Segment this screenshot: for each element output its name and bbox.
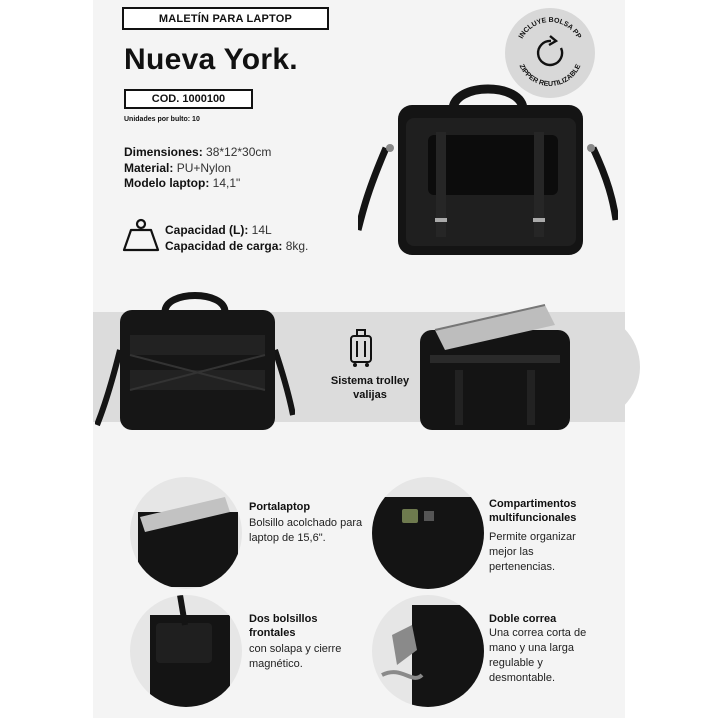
laptop-pocket-image xyxy=(130,477,242,589)
bag-open-image xyxy=(415,300,575,435)
feature-text-strap: Una correa corta de mano y una larga regulable y desmontable. xyxy=(489,627,587,684)
trolley-label: Sistema trolley valijas xyxy=(330,375,410,401)
capacity-value: 14L xyxy=(248,223,272,237)
feature-title-compartments: Compartimentos multifuncionales xyxy=(489,498,577,524)
dimensions-value: 38*12*30cm xyxy=(202,145,272,159)
load-label: Capacidad de carga: xyxy=(165,239,283,253)
load-value: 8kg. xyxy=(282,239,309,253)
front-pockets-image xyxy=(130,595,242,707)
laptop-label: Modelo laptop: xyxy=(124,176,210,190)
laptop-value: 14,1" xyxy=(209,176,241,190)
feature-title-pockets: Dos bolsillos frontales xyxy=(249,613,318,639)
recycle-arrow-icon xyxy=(538,36,562,65)
dimensions-label: Dimensiones: xyxy=(124,145,203,159)
feature-text-pockets: con solapa y cierre magnético. xyxy=(249,643,342,670)
feature-title-laptop: Portalaptop xyxy=(249,501,311,513)
badge-bottom-text: ZIPPER REUTILIZABLE xyxy=(517,63,583,89)
specs-block xyxy=(124,145,271,192)
product-title: Nueva York. xyxy=(124,43,298,76)
category-tag: MALETÍN PARA LAPTOP xyxy=(122,7,329,30)
material-label: Material: xyxy=(124,160,174,175)
feature-text-compartments: Permite organizar mejor las pertenencias. xyxy=(489,531,576,573)
capacity-label: Capacidad (L): xyxy=(165,223,249,237)
bag-back-image xyxy=(95,290,295,440)
units-per-package: Unidades por bulto: 10 xyxy=(124,116,200,123)
capacity-block xyxy=(165,222,308,254)
bag-main-image xyxy=(358,70,618,270)
feature-title-strap: Doble correa xyxy=(489,613,557,625)
badge-top-text: INCLUYE BOLSA PP xyxy=(517,16,583,41)
feature-text-laptop: Bolsillo acolchado para laptop de 15,6". xyxy=(249,517,363,544)
product-code: COD. 1000100 xyxy=(124,89,253,109)
material-value: PU+Nylon xyxy=(173,160,232,175)
strap-image xyxy=(372,595,484,707)
suitcase-icon xyxy=(346,328,376,368)
compartments-image xyxy=(372,477,484,589)
weight-icon xyxy=(122,218,160,252)
